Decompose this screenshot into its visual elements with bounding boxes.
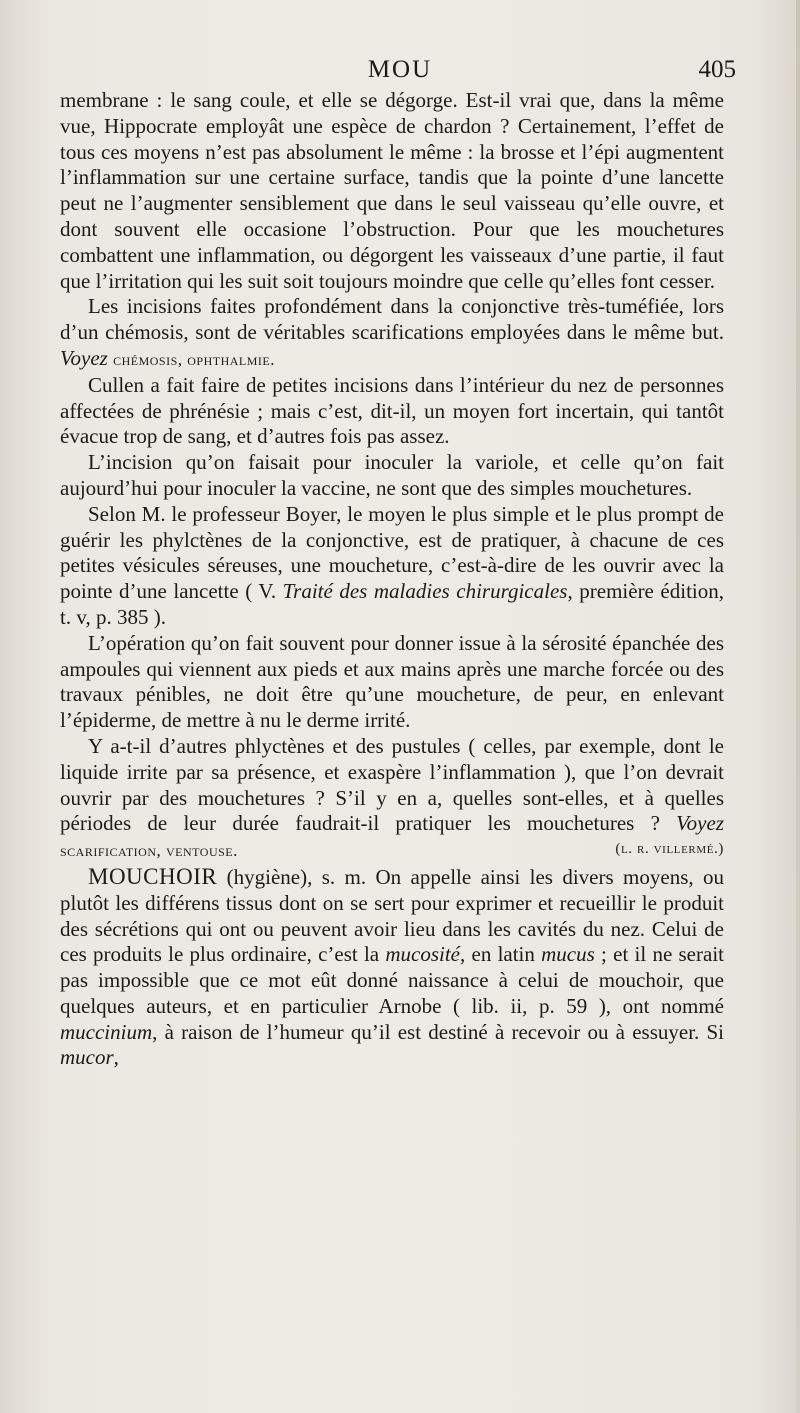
- paragraph: [60, 631, 724, 734]
- entry-headword: MOUCHOIR: [88, 863, 218, 889]
- text-run: , en latin: [460, 942, 542, 967]
- paragraph: [60, 373, 724, 450]
- text-run: membrane : le sang coule, et elle se dégorge. Est-il vrai que, dans la même vue, Hippocrate employât une espèce de chardon ? Certainement, l’effet de tous ces moyens n’est pas absolument le même : la brosse et l’épi augmentent l’inflammation sur une certaine surface, tandis que la pointe d’une lancette peut ne l’augmenter sensiblement que dans le seul vaisseau qu’elle ouvre, et dont souvent elle occasione l’obstruction. Pour que les mouchetures combattent une inflammation, ou dégorgent les vaisseaux d’une partie, il faut que l’irritation qui les suit soit toujours moindre que celle qu’elles font cesser.: [60, 88, 724, 293]
- text-run: L’incision qu’on faisait pour inoculer la variole, et celle qu’on fait aujourd’hui pour inoculer la vaccine, ne sont que des simples mouchetures.: [60, 450, 724, 500]
- page-number: 405: [698, 56, 736, 83]
- text-run: ,: [113, 1045, 119, 1070]
- italic-text: Traité des maladies chirurgicales: [282, 579, 568, 604]
- paragraph: [60, 864, 724, 1071]
- paragraph: [60, 450, 724, 502]
- page-header: [60, 56, 740, 90]
- paragraph: [60, 734, 724, 864]
- text-run: , à raison de l’humeur qu’il est destiné à recevoir ou à essuyer. Si: [152, 1019, 724, 1044]
- italic-text: mucus: [541, 942, 595, 967]
- paragraph: [60, 88, 724, 294]
- italic-text: Voyez: [676, 811, 724, 836]
- text-run: Cullen a fait faire de petites incisions dans l’intérieur du nez de personnes affectées de phrénésie ; mais c’est, dit-il, un moyen fort incertain, qui tantôt évacue trop de sang, et d’autres fois pas assez.: [60, 372, 724, 449]
- text-run: Selon M. le professeur Boyer, le moyen le plus simple et le plus prompt de guérir les phylctènes de la conjonctive, est de pratiquer, à chacune de ces petites vésicules séreuses, une moucheture, c’est-à-dire de les ouvrir avec la pointe d’une lancette ( V.: [60, 501, 724, 604]
- text-run: (hygiène), s. m. On appelle ainsi les divers moyens, ou plutôt les différens tissus dont on se sert pour exprimer et recueillir le produit des sécrétions qui ont ou peuvent avoir lieu dans les cavités du nez. Celui de ces produits le plus ordinaire, c’est la: [60, 864, 724, 967]
- text-run: Les incisions faites profondément dans la conjonctive très-tuméfiée, lors d’un chémosis, sont de véritables scarifications employées dans le même but.: [60, 294, 724, 345]
- text-run: ; et il ne serait pas impossible que ce mot eût donné naissance à celui de mouchoir, que quelques auteurs, et en particulier Arnobe ( lib. ii, p. 59 ), ont nommé: [60, 942, 724, 1018]
- text-run: L’opération qu’on fait souvent pour donner issue à la sérosité épanchée des ampoules qui viennent aux pieds et aux mains après une marche forcée ou des travaux pénibles, ne doit être qu’une moucheture, de peur, en enlevant l’épiderme, de mettre à nu le derme irrité.: [60, 630, 724, 733]
- italic-text: mucosité: [385, 942, 461, 967]
- text-run: Y a-t-il d’autres phlyctènes et des pustules ( celles, par exemple, dont le liquide irrite par sa présence, et exaspère l’inflammation ), que l’on devrait ouvrir par des mouchetures ? S’il y en a, quelles sont-elles, et à quelles périodes de leur durée faudrait-il pratiquer les mouchetures ?: [60, 733, 724, 836]
- text-run: , première édition, t. v, p. 385 ).: [60, 579, 724, 629]
- italic-text: muccinium: [60, 1019, 153, 1044]
- paragraph: [60, 294, 724, 372]
- author-signature: (l. r. villermé.): [615, 841, 724, 858]
- italic-text: mucor: [60, 1045, 114, 1070]
- article-body: [60, 88, 724, 1071]
- cross-reference: scarification, ventouse.: [60, 841, 238, 861]
- paragraph: [60, 502, 724, 631]
- italic-text: Voyez: [60, 345, 108, 370]
- cross-reference: chémosis, ophthalmie.: [113, 349, 276, 369]
- running-head: MOU: [367, 56, 433, 83]
- page-edge: [796, 0, 800, 1413]
